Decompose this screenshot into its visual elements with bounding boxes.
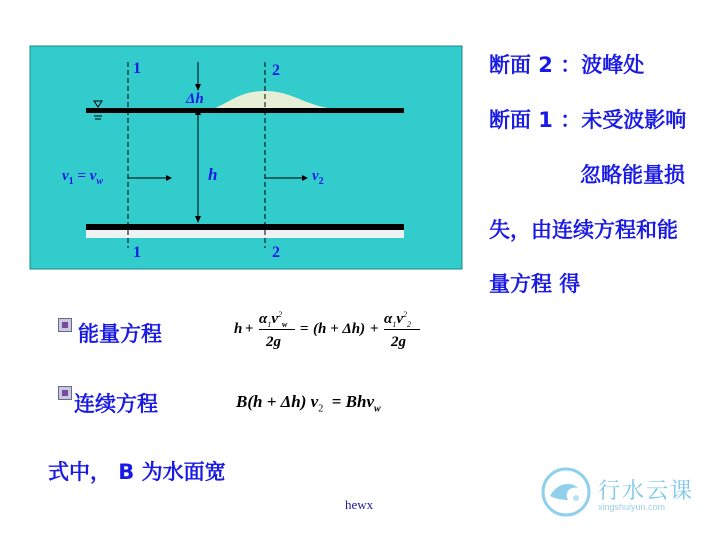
- v1-label: $v_1 = v_w$: [62, 168, 104, 187]
- v2-label: $v_2$: [312, 168, 324, 187]
- logo-name: 行水云课: [598, 479, 695, 504]
- section-2-top-label: 2: [272, 62, 280, 79]
- section-1-bottom-label: 1: [133, 244, 141, 261]
- section-2-bottom-label: 2: [272, 244, 280, 261]
- bullet-icon: [58, 318, 72, 332]
- water-surface: [86, 108, 404, 113]
- side-text-line2: 断面 1 ：未受波影响: [489, 108, 687, 132]
- continuity-label: 连续方程: [74, 392, 158, 416]
- side-text-line3: 忽略能量损: [580, 163, 685, 187]
- section-1-top-label: 1: [133, 60, 141, 77]
- footer-text: hewx: [345, 497, 374, 512]
- h-label: h: [208, 165, 218, 184]
- side-text-line1: 断面 2 ：波峰处: [489, 53, 645, 77]
- logo-url: xingshuiyun.com: [598, 502, 666, 512]
- wave-logo-icon: [540, 466, 592, 518]
- bullet-icon: [58, 386, 72, 400]
- side-text-line5: 量方程 得: [489, 272, 581, 296]
- continuity-equation: B(h + Δh) $v_2 = Bhv_w$: [236, 392, 381, 415]
- note-text: 式中， B 为水面宽: [48, 460, 226, 484]
- bed-hatch: [86, 230, 404, 238]
- side-text-line4: 失，由连续方程和能: [489, 218, 678, 242]
- dh-label: Δh: [186, 91, 204, 107]
- channel-bed: [86, 224, 404, 230]
- energy-label: 能量方程: [78, 322, 162, 346]
